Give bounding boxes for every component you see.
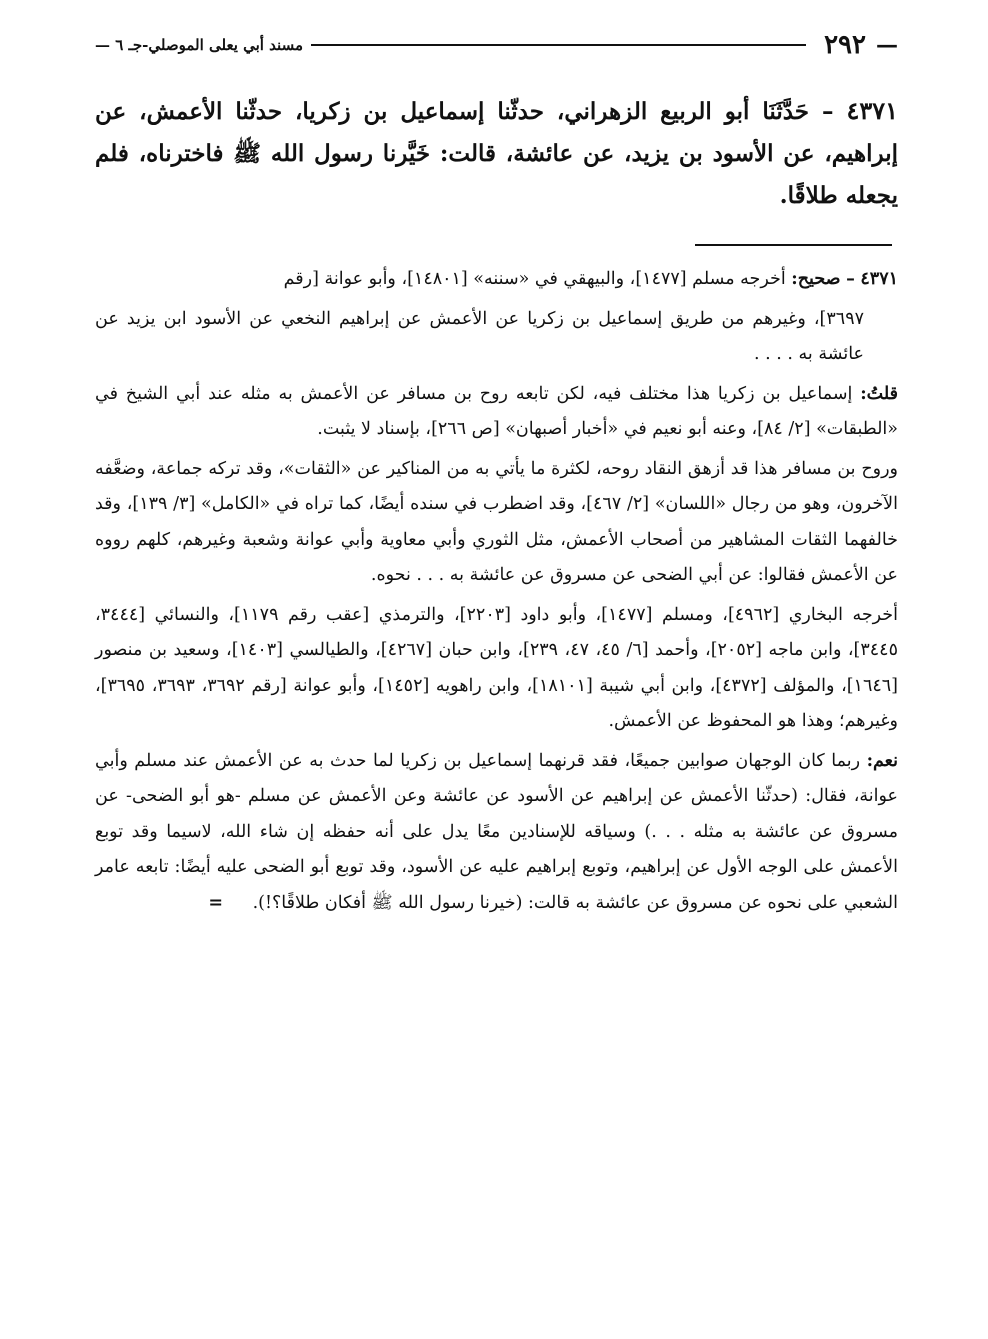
qultu-lead: قلتُ: bbox=[860, 383, 898, 404]
hadith-separator: – bbox=[821, 98, 834, 125]
grade-label: صحيح: bbox=[791, 269, 841, 289]
footnote-number: ٤٣٧١ bbox=[860, 269, 898, 289]
footnote-separator: – bbox=[846, 269, 855, 289]
hadith-text bbox=[95, 90, 898, 217]
akhrajahu-paragraph: أخرجه البخاري [٤٩٦٢]، ومسلم [١٤٧٧]، وأبو داود [٢٢٠٣]، والترمذي [عقب رقم ١١٧٩]، والنسائي [٣٤٤٤، ٣٤٤٥]، وابن ماجه [٢٠٥٢]، وأحمد [٦/ ٤٥، ٤٧، ٢٣٩]، وابن حبان [٤٢٦٧]، والطيالسي [١٤٠٣]، وسعيد بن منصور [١٦٤٦]، والمؤلف [٤٣٧٢]، وابن أبي شيبة [١٨١٠١]، وابن راهويه [١٤٥٢]، وأبو عوانة [رقم ٣٦٩٢، ٣٦٩٣، ٣٦٩٥]، وغيرهم؛ وهذا هو المحفوظ عن الأعمش. bbox=[95, 604, 898, 731]
naam-paragraph bbox=[95, 744, 898, 922]
page-header bbox=[95, 28, 898, 62]
running-title: مسند أبي يعلى الموصلي-جـ ٦ — bbox=[95, 36, 303, 54]
takhrij-continuation bbox=[95, 302, 898, 373]
page-number: ٢٩٢ bbox=[824, 30, 866, 60]
footnote-divider bbox=[695, 244, 892, 246]
hadith-number: ٤٣٧١ bbox=[846, 96, 898, 125]
header-rule bbox=[311, 44, 806, 46]
continuation-mark: = bbox=[208, 892, 223, 913]
header-dash: — bbox=[876, 32, 898, 58]
hadith-body: حَدَّثَنَا أبو الربيع الزهراني، حدثّنا إسماعيل بن زكريا، حدثّنا الأعمش، عن إبراهيم، عن الأسود بن يزيد، عن عائشة، قالت: خَيَّرنا رسول الله ﷺ فاخترناه، فلم يجعله طلاقًا. bbox=[95, 98, 898, 209]
footnotes bbox=[95, 262, 898, 925]
naam-lead: نعم: bbox=[866, 750, 898, 771]
naam-text: ربما كان الوجهان صوابين جميعًا، فقد قرنهما إسماعيل بن زكريا لما حدث به عن الأعمش عند مسلم وأبي عوانة، فقال: (حدثّنا الأعمش عن إبراهيم عن الأسود عن عائشة وعن الأعمش عن مسلم -هو أبو الضحى- عن مسروق عن عائشة به مثله . . .) وسياقه للإسنادين معًا يدل على أنه حفظه إن شاء الله، لاسيما وقد توبع الأعمش على الوجه الأول عن إبراهيم، وتوبع إبراهيم عليه عن الأسود، وقد توبع أبو الضحى عليه أيضًا: تابعه عامر الشعبي على نحوه عن مسروق عن عائشة به قالت: (خيرنا رسول الله ﷺ أفكان طلاقًا؟!). bbox=[95, 750, 898, 913]
takhrij-rest: ٣٦٩٧]، وغيرهم من طريق إسماعيل بن زكريا عن الأعمش عن إبراهيم النخعي عن الأسود ابن يزيد عن عائشة به . . . . bbox=[95, 308, 864, 364]
qultu-text: إسماعيل بن زكريا هذا مختلف فيه، لكن تابعه روح بن مسافر عن الأعمش به مثله عند أبي الشيخ في «الطبقات» [٢/ ٨٤]، وعنه أبو نعيم في «أخبار أصبهان» [ص ٢٦٦]، بإسناد لا يثبت. bbox=[95, 383, 898, 439]
rawh-paragraph: وروح بن مسافر هذا قد أزهق النقاد روحه، لكثرة ما يأتي به من المناكير عن «الثقات»، وقد تركه جماعة، وضعَّفه الآخرون، وهو من رجال «اللسان» [٢/ ٤٦٧]، وقد اضطرب في سنده أيضًا، كما تراه في «الكامل» [٣/ ١٣٩]، وقد خالفهما الثقات المشاهير من أصحاب الأعمش، مثل الثوري وأبي معاوية وأبي عوانة وشعبة وغيرهم، كلهم رووه عن الأعمش فقالوا: عن أبي الضحى عن مسروق عن عائشة به . . . نحوه. bbox=[95, 458, 898, 585]
qultu-paragraph bbox=[95, 377, 898, 448]
takhrij-line1: أخرجه مسلم [١٤٧٧]، والبيهقي في «سننه» [١٤٨٠١]، وأبو عوانة [رقم bbox=[283, 269, 786, 289]
takhrij-paragraph bbox=[95, 262, 898, 298]
